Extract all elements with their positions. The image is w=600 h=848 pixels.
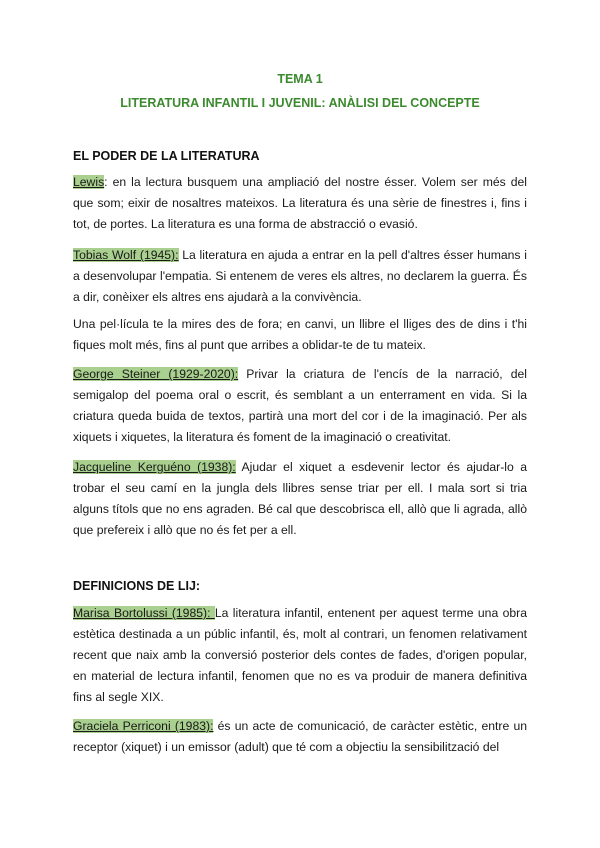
- paragraph-wolf: [73, 245, 527, 308]
- author-steiner: George Steiner (1929-2020):: [73, 367, 239, 381]
- section-heading-poder: EL PODER DE LA LITERATURA: [73, 149, 260, 163]
- paragraph-text: Privar la criatura de l'encís de la narració, del semigalop del poema oral o escrit, és semblant a un enterrament en vida. Si la criatura queda buida de textos, partirà una mort del cor i de la imaginació. Per als xiquets i xiquetes, la literatura és foment de la imaginació o creativitat.: [73, 367, 527, 444]
- author-lewis: Lewis: [73, 175, 105, 189]
- paragraph-text: és un acte de comunicació, de caràcter estètic, entre un receptor (xiquet) i un emissor (adult) que té com a objectiu la sensibilització del: [73, 719, 527, 754]
- paragraph-bortolussi: [73, 603, 527, 708]
- author-wolf: Tobias Wolf (1945):: [73, 248, 179, 262]
- author-bortolussi: Marisa Bortolussi (1985):: [73, 606, 215, 620]
- paragraph-lewis: [73, 172, 527, 235]
- paragraph-text: Ajudar el xiquet a esdevenir lector és ajudar-lo a trobar el seu camí en la jungla dels llibres sense triar per ell. I mala sort si tria alguns títols que no ens agraden. Bé cal que descobrisca ell, allò que li agrada, allò que prefereix i allò que no és fet per a ell.: [73, 460, 527, 537]
- paragraph-pellicula: [73, 314, 527, 356]
- tema-number: TEMA 1: [277, 72, 323, 86]
- paragraph-text: : en la lectura busquem una ampliació del nostre ésser. Volem ser més del que som; eixir de nosaltres mateixos. La literatura és una sèrie de finestres i, fins i tot, de portes. La literatura es una forma de abstracció o evasió.: [73, 175, 527, 231]
- paragraph-perriconi: [73, 716, 527, 758]
- paragraph-text: La literatura en ajuda a entrar en la pell d'altres ésser humans i a desenvolupar l'empatia. Si entenem de veres els altres, no declarem la guerra. És a dir, conèixer els altres ens ajudarà a la convivència.: [73, 248, 527, 304]
- section-heading-definicions: DEFINICIONS DE LIJ:: [73, 579, 201, 593]
- paragraph-text: Una pel·lícula te la mires des de fora; en canvi, un llibre el lliges des de dins i t'hi fiques molt més, fins al punt que arribes a oblidar-te de tu mateix.: [73, 317, 527, 352]
- paragraph-steiner: [73, 364, 527, 448]
- author-perriconi: Graciela Perriconi (1983):: [73, 719, 214, 733]
- paragraph-kergueno: [73, 457, 527, 541]
- author-kergueno: Jacqueline Kerguéno (1938):: [73, 460, 236, 474]
- paragraph-text: La literatura infantil, entenent per aquest terme una obra estètica destinada a un públic infantil, és, molt al contrari, un fenomen relativament recent que naix amb la conversió posterior dels contes de fades, d'origen popular, en material de lectura infantil, fenomen que no es va produir de manera definitiva fins al segle XIX.: [73, 606, 527, 704]
- document-title: LITERATURA INFANTIL I JUVENIL: ANÀLISI DEL CONCEPTE: [120, 96, 480, 110]
